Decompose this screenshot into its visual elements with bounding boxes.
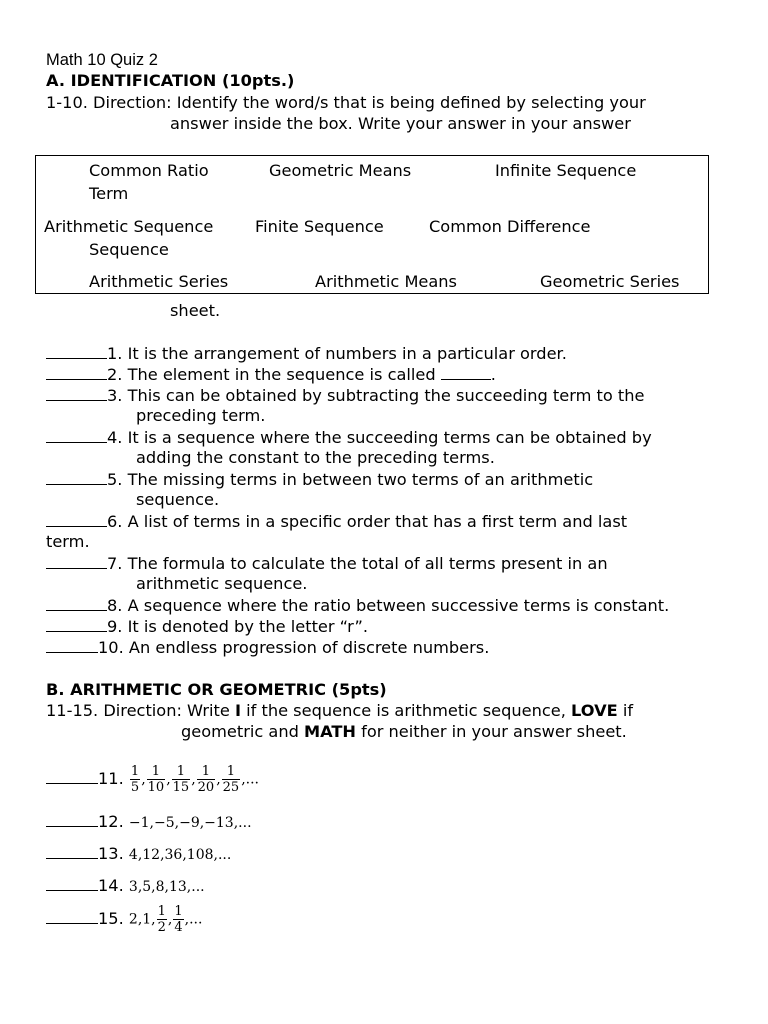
item-text: 5. The missing terms in between two terms of an arithmetic [107,470,594,489]
box-word-infinite-sequence: Infinite Sequence [495,161,637,180]
item-number: 13. [98,844,124,863]
numerator: 1 [197,764,216,780]
item-8 [46,595,669,616]
item-text: 6. A list of terms in a specific order that has a first term and last [107,512,628,531]
direction-a-line3: sheet. [170,301,221,320]
item-1 [46,343,567,364]
item-15 [46,902,202,936]
answer-blank[interactable] [46,427,107,443]
direction-b-line2 [181,722,627,742]
item-text: 7. The formula to calculate the total of all terms present in an [107,554,608,573]
keyword-love: LOVE [571,701,618,720]
fraction [173,904,183,935]
direction-text: if [617,701,634,720]
direction-text: for neither in your answer sheet. [355,722,627,741]
fraction [157,904,167,935]
denominator: 4 [174,920,183,935]
direction-text: if the sequence is arithmetic sequence, [240,701,572,720]
denominator: 25 [222,780,240,795]
numerator: 1 [147,764,166,780]
numerator: 1 [172,764,191,780]
sequence-13: 4,12,36,108,... [128,847,232,863]
section-a-title: A. IDENTIFICATION (10pts.) [46,71,295,90]
fraction [222,764,241,795]
fraction [130,764,140,795]
item-text-end: . [490,365,496,384]
denominator: 2 [157,920,166,935]
ellipsis: ,... [184,911,203,928]
answer-blank[interactable] [46,811,98,827]
box-word-wrap-term: Term [89,184,129,203]
direction-a-line2: answer inside the box. Write your answer in your answer [170,114,631,133]
sequence-15-head: 2,1, [128,911,156,928]
item-10 [46,637,489,658]
section-b-title: B. ARITHMETIC OR GEOMETRIC (5pts) [46,680,387,699]
sequence-12: −1,−5,−9,−13,... [128,815,252,831]
ellipsis: ,... [241,771,259,788]
denominator: 15 [172,780,190,795]
item-text: 4. It is a sequence where the succeeding terms can be obtained by [107,428,652,447]
box-word-arithmetic-series: Arithmetic Series [89,272,229,291]
quiz-title: Math 10 Quiz 2 [46,51,158,69]
comma: , [191,771,196,788]
item-6 [46,511,627,532]
comma: , [216,771,221,788]
item-number: 14. [98,876,124,895]
numerator: 1 [222,764,241,780]
numerator: 1 [157,904,166,919]
item-number: 15. [98,909,124,928]
fraction [147,764,166,795]
sequence-15 [156,904,203,935]
keyword-i: I [234,701,241,720]
item-5 [46,469,593,490]
fraction [172,764,191,795]
item-text: 9. It is denoted by the letter “r”. [107,617,369,636]
direction-text: 11-15. Direction: Write [46,701,235,720]
keyword-math: MATH [304,722,356,741]
answer-blank[interactable] [46,637,98,653]
denominator: 5 [130,780,140,795]
item-14 [46,875,205,897]
answer-blank[interactable] [46,768,98,784]
answer-blank[interactable] [46,908,98,924]
direction-a-line1: 1-10. Direction: Identify the word/s that is being defined by selecting your [46,93,646,112]
item-4 [46,427,652,448]
box-word-common-ratio: Common Ratio [89,161,209,180]
comma: , [167,911,173,928]
item-7-cont: arithmetic sequence. [136,574,308,593]
answer-blank[interactable] [46,843,98,859]
item-2 [46,364,496,385]
item-number: 12. [98,812,124,831]
item-9 [46,616,368,637]
answer-blank[interactable] [46,343,107,359]
box-word-wrap-sequence: Sequence [89,240,169,259]
sequence-11 [129,764,259,795]
item-4-cont: adding the constant to the preceding terms. [136,448,495,467]
item-5-cont: sequence. [136,490,220,509]
answer-blank[interactable] [46,595,107,611]
item-3 [46,385,644,406]
item-text: 8. A sequence where the ratio between successive terms is constant. [107,596,670,615]
item-text: 1. It is the arrangement of numbers in a particular order. [107,344,567,363]
answer-blank[interactable] [46,469,107,485]
item-number: 11. [98,769,124,788]
item-text: 3. This can be obtained by subtracting the succeeding term to the [107,386,645,405]
item-6-cont: term. [46,532,90,551]
item-13 [46,843,231,865]
answer-blank[interactable] [46,616,107,632]
comma: , [166,771,171,788]
comma: , [141,771,146,788]
denominator: 20 [197,780,215,795]
answer-blank[interactable] [46,385,107,401]
item-12 [46,811,252,833]
item-3-cont: preceding term. [136,406,266,425]
numerator: 1 [130,764,140,779]
answer-blank[interactable] [46,875,98,891]
direction-b-line1 [46,701,633,721]
item-7 [46,553,608,574]
denominator: 10 [147,780,165,795]
box-word-geometric-series: Geometric Series [540,272,680,291]
inline-blank [441,364,491,380]
answer-blank[interactable] [46,511,107,527]
item-text: 10. An endless progression of discrete numbers. [98,638,490,657]
box-word-arithmetic-sequence: Arithmetic Sequence [44,217,214,236]
box-word-geometric-means: Geometric Means [269,161,412,180]
item-11 [46,762,259,796]
fraction [197,764,216,795]
answer-blank[interactable] [46,364,107,380]
box-word-finite-sequence: Finite Sequence [255,217,384,236]
direction-text: geometric and [181,722,305,741]
answer-blank[interactable] [46,553,107,569]
box-word-common-difference: Common Difference [429,217,591,236]
numerator: 1 [174,904,183,919]
box-word-arithmetic-means: Arithmetic Means [315,272,457,291]
item-text: 2. The element in the sequence is called [107,365,436,384]
sequence-14: 3,5,8,13,... [128,879,205,895]
